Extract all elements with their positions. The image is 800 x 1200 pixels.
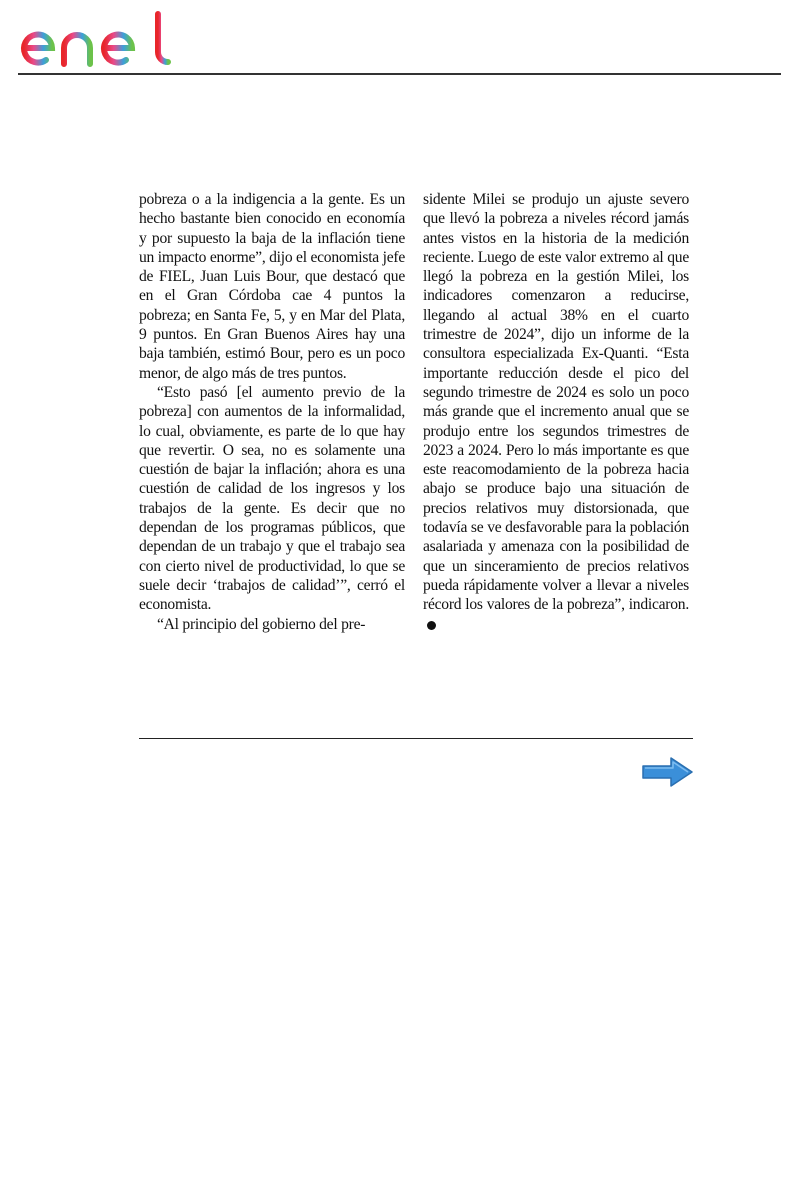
paragraph: pobreza o a la indigencia a la gente. Es un hecho bastante bien conocido en economía y por supuesto la baja de la inflación tiene un impacto enorme”, dijo el economista jefe de FIEL, Juan Luis Bour, que destacó que en el Gran Córdoba cae 4 puntos la pobreza; en Santa Fe, 5, y en Mar del Plata, 9 puntos. En Gran Buenos Aires hay una baja también, estimó Bour, pero es un poco menor, de algo más de tres puntos. (139, 191, 405, 382)
footer-divider (139, 738, 693, 739)
end-mark-icon (427, 621, 436, 630)
article-column-left (139, 190, 405, 634)
paragraph: “Esto pasó [el aumento previo de la pobreza] con aumentos de la informalidad, lo cual, obviamente, es parte de lo que hay que revertir. O sea, no es solamente una cuestión de bajar la inflación; ahora es una cuestión de calidad de los ingresos y los trabajos de la gente. Es decir que no dependan de los programas públicos, que dependan de un trabajo y que el trabajo sea con cierto nivel de productividad, lo que se suele decir ‘trabajos de calidad’”, cerró el economista. (139, 383, 405, 614)
article-column-right (423, 190, 689, 634)
paragraph (423, 190, 689, 634)
header-divider (18, 73, 781, 75)
next-page-button[interactable] (641, 755, 694, 789)
paragraph: “Al principio del gobierno del pre- (157, 615, 366, 633)
arrow-right-icon (641, 755, 694, 789)
paragraph-text: sidente Milei se produjo un ajuste severo que llevó la pobreza a niveles récord jamás antes vistos en la historia de la medición reciente. Luego de este valor extremo al que llegó la pobreza en la gestión Milei, los indicadores comenzaron a reducirse, llegando al actual 38% en el cuarto trimestre de 2024”, dijo un informe de la consultora especializada Ex-Quanti. “Esta importante reducción desde el pico del segundo trimestre de 2024 es solo un poco más grande que el incremento anual que se produjo entre los segundos trimestres de 2023 a 2024. Pero lo más importante es que este reacomodamiento de la pobreza hacia abajo se produce bajo una situación de precios relativos muy distorsionada, que todavía se ve desfavorable para la población asalariada y amenaza con la posibilidad de que un sinceramiento de precios relativos pueda rápidamente volver a llevar a niveles récord los valores de la pobreza”, indicaron. (423, 191, 689, 614)
enel-logo (18, 8, 173, 70)
